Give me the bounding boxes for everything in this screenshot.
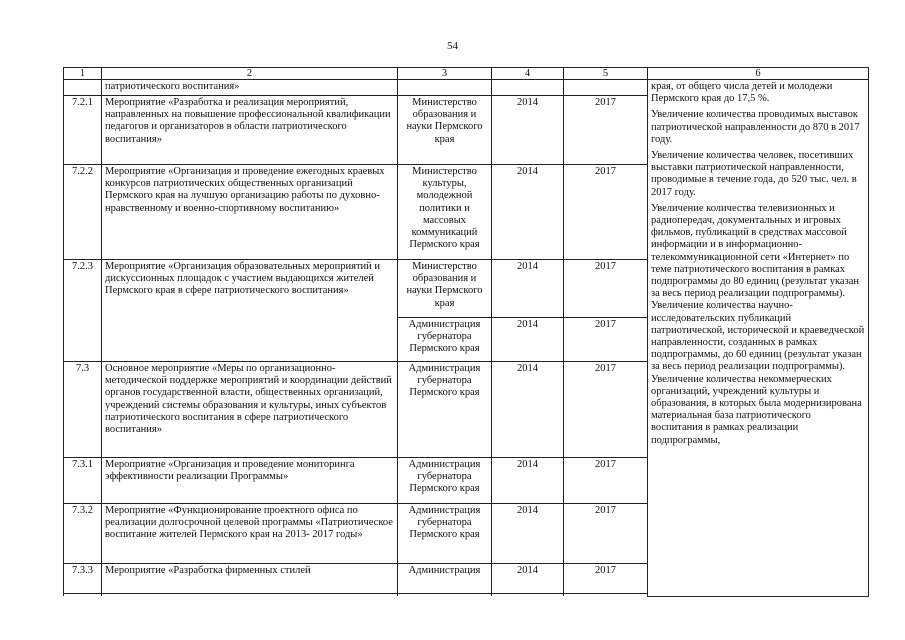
row-number: 7.3.2 bbox=[64, 504, 102, 564]
start-year: 2014 bbox=[492, 96, 564, 165]
page-number: 54 bbox=[447, 40, 458, 52]
expected-results bbox=[648, 80, 869, 597]
end-year bbox=[564, 594, 648, 597]
event-cell bbox=[102, 594, 398, 597]
result-paragraph: края, от общего числа детей и молодежи Пермского края до 17,5 %. bbox=[651, 81, 833, 105]
table-row bbox=[64, 80, 869, 96]
event-cell: Мероприятие «Организация и проведение мониторинга эффективности реализации Программы» bbox=[102, 458, 398, 504]
column-header: 3 bbox=[398, 68, 492, 80]
column-header: 4 bbox=[492, 68, 564, 80]
executor-cell bbox=[398, 594, 492, 597]
event-cell: Мероприятие «Разработка фирменных стилей bbox=[102, 564, 398, 594]
row-number: 7.3 bbox=[64, 362, 102, 458]
row-number: 7.3.1 bbox=[64, 458, 102, 504]
event-cell: Мероприятие «Организация образовательных мероприятий и дискуссионных площадок с участием выдающихся жителей Пермского края в сфере патриотического воспитания» bbox=[102, 260, 398, 362]
program-table bbox=[63, 67, 869, 597]
executor-cell: Администрация bbox=[398, 564, 492, 594]
executor-cell: Администрация губернатора Пермского края bbox=[398, 458, 492, 504]
row-number: 7.2.2 bbox=[64, 165, 102, 260]
start-year bbox=[492, 80, 564, 96]
executor-cell: Администрация губернатора Пермского края bbox=[398, 318, 492, 362]
end-year: 2017 bbox=[564, 96, 648, 165]
result-paragraph: Увеличение количества человек, посетивших выставки патриотической направленности, проводимые в течение года, до 520 тыс. чел. в 2017 году. bbox=[651, 150, 857, 198]
end-year: 2017 bbox=[564, 318, 648, 362]
end-year: 2017 bbox=[564, 504, 648, 564]
executor-cell bbox=[398, 80, 492, 96]
carry-over-text: патриотического воспитания» bbox=[102, 80, 398, 96]
end-year: 2017 bbox=[564, 458, 648, 504]
start-year bbox=[492, 594, 564, 597]
result-paragraph: Увеличение количества телевизионных и радиопередач, документальных и игровых фильмов, публикаций в средствах массовой информации и в информационно-телекоммуникационной сети «Интернет» по теме патриотического воспитания в рамках подпрограммы до 80 единиц (результат указан за весь период реализации подпрограммы). Увеличение количества научно-исследовательских публикаций патриотической, исторической и краеведческой направленности, созданных в рамках подпрограммы, до 60 единиц (результат указан за весь период реализации подпрограммы). Увеличение количества некоммерческих организаций, учреждений культуры и образования, в которых была модернизирована материальная база патриотического воспитания в рамках реализации подпрограммы, bbox=[651, 202, 865, 446]
result-paragraph: Увеличение количества проводимых выставок патриотической направленности до 870 в 2017 году. bbox=[651, 109, 860, 145]
start-year: 2014 bbox=[492, 458, 564, 504]
end-year: 2017 bbox=[564, 165, 648, 260]
start-year: 2014 bbox=[492, 564, 564, 594]
row-number bbox=[64, 594, 102, 597]
row-number: 7.2.1 bbox=[64, 96, 102, 165]
event-cell: Основное мероприятие «Меры по организационно-методической поддержке мероприятий и координации действий органов государственной власти, общественных организаций, учреждений системы образования и культуры, иных субъектов патриотического воспитания в сфере патриотического воспитания» bbox=[102, 362, 398, 458]
end-year: 2017 bbox=[564, 564, 648, 594]
start-year: 2014 bbox=[492, 260, 564, 318]
page-bottom-margin bbox=[0, 620, 905, 640]
event-cell: Мероприятие «Функционирование проектного офиса по реализации долгосрочной целевой программы «Патриотическое воспитание жителей Пермского края на 2013- 2017 годы» bbox=[102, 504, 398, 564]
start-year: 2014 bbox=[492, 165, 564, 260]
executor-cell: Министерство образования и науки Пермского края bbox=[398, 260, 492, 318]
event-cell: Мероприятие «Организация и проведение ежегодных краевых конкурсов патриотических общественных организаций Пермского края на лучшую организацию работы по духовно-нравственному и военно-спортивному воспитанию» bbox=[102, 165, 398, 260]
row-number: 7.3.3 bbox=[64, 564, 102, 594]
executor-cell: Администрация губернатора Пермского края bbox=[398, 362, 492, 458]
column-header: 5 bbox=[564, 68, 648, 80]
start-year: 2014 bbox=[492, 362, 564, 458]
executor-cell: Министерство образования и науки Пермского края bbox=[398, 96, 492, 165]
end-year: 2017 bbox=[564, 362, 648, 458]
column-header: 1 bbox=[64, 68, 102, 80]
executor-cell: Администрация губернатора Пермского края bbox=[398, 504, 492, 564]
event-cell: Мероприятие «Разработка и реализация мероприятий, направленных на повышение профессиональной квалификации педагогов и организаторов в области патриотического воспитания» bbox=[102, 96, 398, 165]
header-row bbox=[64, 68, 869, 80]
end-year bbox=[564, 80, 648, 96]
executor-cell: Министерство культуры, молодежной политики и массовых коммуникаций Пермского края bbox=[398, 165, 492, 260]
column-header: 2 bbox=[102, 68, 398, 80]
start-year: 2014 bbox=[492, 504, 564, 564]
start-year: 2014 bbox=[492, 318, 564, 362]
row-number bbox=[64, 80, 102, 96]
column-header: 6 bbox=[648, 68, 869, 80]
end-year: 2017 bbox=[564, 260, 648, 318]
row-number: 7.2.3 bbox=[64, 260, 102, 362]
